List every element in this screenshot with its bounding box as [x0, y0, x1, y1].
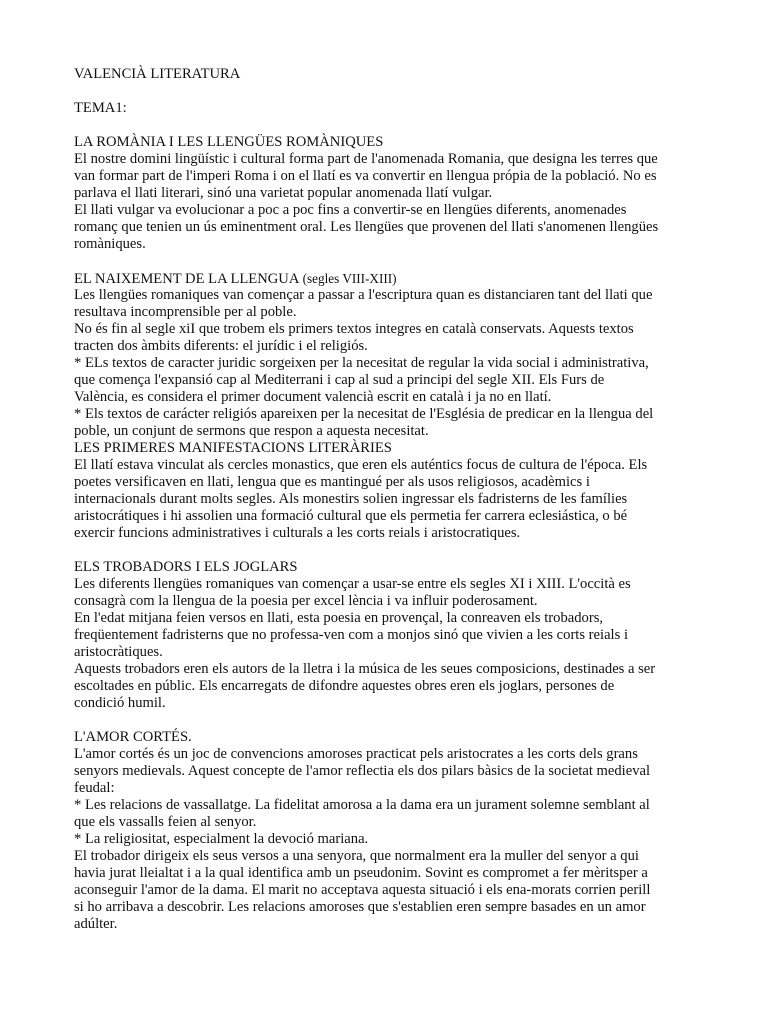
spacer — [74, 712, 708, 729]
paragraph-line: Aquests trobadors eren els autors de la lletra i la música de les seues composicions, destinades a ser — [74, 661, 656, 677]
paragraph-line: L'amor cortés és un joc de convencions amoroses practicat pels aristocrates a les corts dels grans — [74, 746, 638, 762]
paragraph-line: Les diferents llengües romaniques van començar a usar-se entre els segles XI i XIII. L'occità es — [74, 576, 631, 592]
section-heading: LA ROMÀNIA I LES LLENGÜES ROMÀNIQUES — [74, 134, 384, 150]
paragraph-line: aristocràtiques. — [74, 644, 163, 660]
paragraph-line: aristocrátiques i hi assolien una formació cultural que els permetia fer carrera eclesiástica, o bé — [74, 508, 628, 524]
spacer — [74, 83, 708, 100]
paragraph-line: exercir funcions administratives i culturals a les corts reials i aristocratiques. — [74, 525, 521, 541]
paragraph-line: havia jurat lleialtat i a la qual identifica amb un pseudonim. Sovint es compromet a fer mèritsper a — [74, 865, 648, 881]
spacer — [74, 542, 708, 559]
spacer — [74, 117, 708, 134]
paragraph-line: escoltades en públic. Els encarregats de difondre aquestes obres eren els joglars, persones de — [74, 678, 615, 694]
topic-label: TEMA1: — [74, 100, 127, 116]
paragraph-line: poble, un conjunt de sermons que respon a aquesta necesitat. — [74, 423, 429, 439]
paragraph-line: senyors medievals. Aquest concepte de l'amor reflectia els dos pilars bàsics de la societat medieval — [74, 763, 651, 779]
paragraph-line: resultava incomprensible per al poble. — [74, 304, 297, 320]
paragraph-line: adúlter. — [74, 916, 118, 932]
paragraph-line: que els vassalls feien al senyor. — [74, 814, 257, 830]
paragraph-line: No és fin al segle xiI que trobem els primers textos integres en català conservats. Aquests textos — [74, 321, 634, 337]
section-amor-cortes — [74, 729, 708, 933]
section-heading: ELS TROBADORS I ELS JOGLARS — [74, 559, 298, 575]
paragraph-line: El llati vulgar va evolucionar a poc a poc fins a convertir-se en llengües diferents, anomenades — [74, 202, 627, 218]
paragraph-line: * La religiositat, especialment la devoció mariana. — [74, 831, 369, 847]
section-heading: L'AMOR CORTÉS. — [74, 729, 192, 745]
paragraph-line: * ELs textos de caracter juridic sorgeixen per la necesitat de regular la vida social i administrativa, — [74, 355, 649, 371]
paragraph-line: València, es considera el primer document valencià escrit en català i ja no en llatí. — [74, 389, 552, 405]
paragraph-line: van formar part de l'imperi Roma i on el llatí es va convertir en llengua própia de la població. No es — [74, 168, 657, 184]
paragraph-line: * Les relacions de vassallatge. La fidelitat amorosa a la dama era un jurament solemne semblant al — [74, 797, 650, 813]
paragraph-line: si ho arribava a descobrir. Les relacions amoroses que s'establien eren sempre basades en un amor — [74, 899, 646, 915]
paragraph-line: tracten dos àmbits diferents: el jurídic i el religiós. — [74, 338, 368, 354]
paragraph-line: * Els textos de carácter religiós apareixen per la necesitat de l'Església de predicar en la llengua del — [74, 406, 654, 422]
paragraph-line: romàniques. — [74, 236, 146, 252]
section-primeres-manifestacions — [74, 440, 708, 542]
paragraph-line: romanç que tenien un ús eminentment oral. Les llengües que provenen del llati s'anomenen llengües — [74, 219, 659, 235]
paragraph-line: En l'edat mitjana feien versos en llati, esta poesia en provençal, la conreaven els trobadors, — [74, 610, 604, 626]
paragraph-line: El llatí estava vinculat als cercles monastics, que eren els auténtics focus de cultura de l'época. Els — [74, 457, 648, 473]
paragraph-line: El nostre domini lingüístic i cultural forma part de l'anomenada Romania, que designa les terres que — [74, 151, 658, 167]
paragraph-line: consagrà com la llengua de la poesia per excel lència i va influir poderosament. — [74, 593, 538, 609]
section-heading-main: EL NAIXEMENT DE LA LLENGUA — [74, 271, 300, 287]
paragraph-line: poetes versificaven en llati, lengua que es mantingué per als usos religiosos, acadèmics i — [74, 474, 590, 490]
section-trobadors — [74, 559, 708, 712]
document-title: VALENCIÀ LITERATURA — [74, 66, 241, 82]
paragraph-line: Les llengües romaniques van començar a passar a l'escriptura quan es distanciaren tant del llati que — [74, 287, 653, 303]
paragraph-line: freqüentement fadristerns que no professa-ven com a monjos sinó que vivien a les corts reials i — [74, 627, 628, 643]
section-heading: LES PRIMERES MANIFESTACIONS LITERÀRIES — [74, 440, 392, 456]
paragraph-line: parlava el llati literari, sinó una varietat popular anomenada llatí vulgar. — [74, 185, 493, 201]
paragraph-line: feudal: — [74, 780, 115, 796]
section-heading — [74, 270, 708, 287]
paragraph-line: El trobador dirigeix els seus versos a una senyora, que normalment era la muller del senyor a qui — [74, 848, 639, 864]
paragraph-line: internacionals durant molts segles. Als monestirs solien ingressar els fadristerns de les famílies — [74, 491, 628, 507]
section-romania — [74, 134, 708, 253]
section-heading-period: (segles VIII-XIII) — [299, 271, 397, 286]
section-naixement — [74, 270, 708, 440]
paragraph-line: condició humil. — [74, 695, 166, 711]
paragraph-line: aconseguir l'amor de la dama. El marit no acceptava aquesta situació i els ena-morats corrien perill — [74, 882, 651, 898]
paragraph-line: que comença l'expansió cap al Mediterrani i cap al sud a principi del segle XII. Els Furs de — [74, 372, 605, 388]
spacer — [74, 253, 708, 270]
